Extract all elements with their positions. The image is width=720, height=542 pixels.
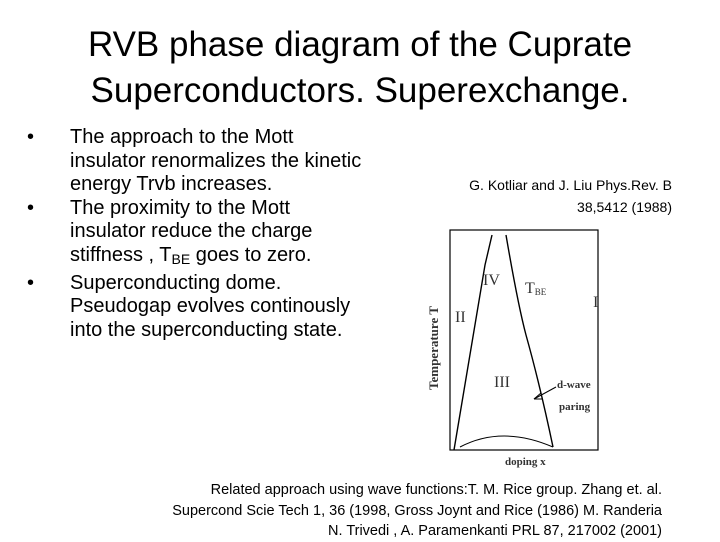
- slide-title-line-1: RVB phase diagram of the Cuprate: [87, 25, 633, 64]
- region-ii-label: II: [455, 309, 466, 326]
- citation: [392, 174, 672, 218]
- bullet-text: Superconducting dome. Pseudogap evolves continously into the superconducting state.: [70, 271, 351, 341]
- y-axis-label: Temperature T: [426, 306, 441, 390]
- bullet-marker: •: [27, 196, 35, 219]
- mott-boundary-line: [454, 235, 492, 450]
- bullet-list: [22, 126, 367, 342]
- related-references: [30, 480, 662, 542]
- dwave-dome-line: [460, 436, 553, 447]
- bullet-item: [22, 197, 367, 272]
- citation-line-1: G. Kotliar and J. Liu Phys.Rev. B: [469, 177, 672, 193]
- slide-title: [0, 22, 720, 114]
- bullet-text: The proximity to the Mott insulator reduce the charge stiffness , T: [70, 196, 313, 266]
- bullet-text: The approach to the Mott insulator renormalizes the kinetic energy Trvb increases.: [70, 126, 362, 196]
- bullet-marker: •: [27, 126, 35, 148]
- x-axis-label: doping x: [505, 456, 546, 468]
- region-i-label: I: [593, 294, 599, 311]
- slide-title-line-2: Superconductors. Superexchange.: [90, 71, 630, 110]
- tbe-subscript: BE: [534, 287, 547, 297]
- region-iv-label: IV: [483, 272, 500, 289]
- paring-label: paring: [559, 401, 591, 413]
- bullet-subscript: BE: [171, 250, 191, 267]
- related-line-1: Related approach using wave functions:T. M. Rice group. Zhang et. al.: [210, 482, 662, 498]
- bullet-item: [22, 126, 367, 197]
- bullet-marker: •: [27, 271, 35, 294]
- dwave-pointer-arrow: [534, 387, 556, 399]
- bullet-text-tail: goes to zero.: [190, 243, 312, 266]
- tbe-label: [525, 280, 547, 297]
- related-line-3: N. Trivedi , A. Paramenkanti PRL 87, 217002 (2001): [328, 523, 662, 539]
- region-iii-label: III: [494, 374, 510, 391]
- tbe-crossover-line: [506, 235, 553, 447]
- bullet-item: [22, 272, 367, 343]
- dwave-label: d-wave: [557, 379, 591, 391]
- tbe-main: T: [525, 280, 535, 297]
- citation-line-2: 38,5412 (1988): [577, 199, 672, 215]
- related-line-2: Supercond Scie Tech 1, 36 (1998, Gross Joynt and Rice (1986) M. Randeria: [172, 502, 662, 519]
- phase-diagram: [422, 225, 604, 475]
